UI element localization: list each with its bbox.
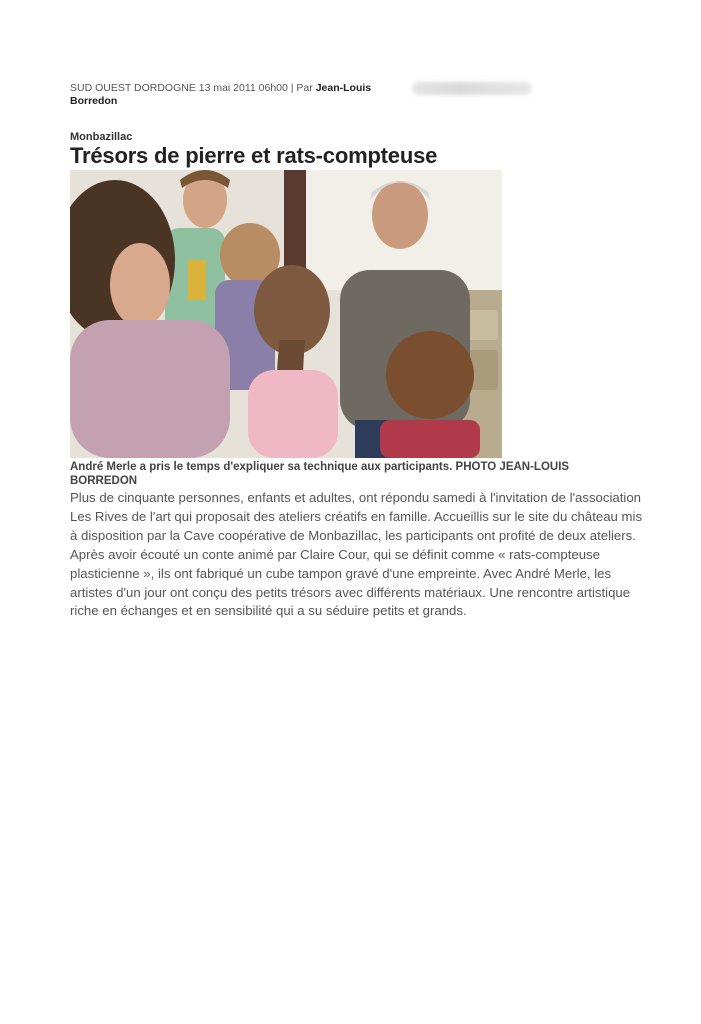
article-kicker: Monbazillac <box>70 131 133 143</box>
byline <box>70 82 400 108</box>
photo-caption: André Merle a pris le temps d'expliquer sa technique aux participants. PHOTO JEAN-LOUIS BORREDON <box>70 461 570 487</box>
article-body: Plus de cinquante personnes, enfants et adultes, ont répondu samedi à l'invitation de l'association Les Rives de l'art qui proposait des ateliers créatifs en famille. Accueillis sur le site du château mis à disposition par la Cave coopérative de Monbazillac, les participants ont profité de deux ateliers. Après avoir écouté un conte animé par Claire Cour, qui se définit comme « rats-compteuse plasticienne », ils ont fabriqué un cube tampon gravé d'une empreinte. Avec André Merle, les artistes d'un jour ont conçu des petits trésors avec différents matériaux. Une rencontre artistique riche en échanges et en sensibilité qui a su séduire petits et grands. <box>70 490 643 619</box>
article-photo <box>70 170 502 458</box>
blurred-redaction <box>412 82 532 95</box>
article-headline: Trésors de pierre et rats-compteuse <box>70 143 438 168</box>
byline-source: SUD OUEST DORDOGNE 13 mai 2011 06h00 | Par <box>70 82 316 94</box>
byline-author: Jean-Louis Borredon <box>70 82 372 107</box>
photo-illustration <box>70 170 502 458</box>
